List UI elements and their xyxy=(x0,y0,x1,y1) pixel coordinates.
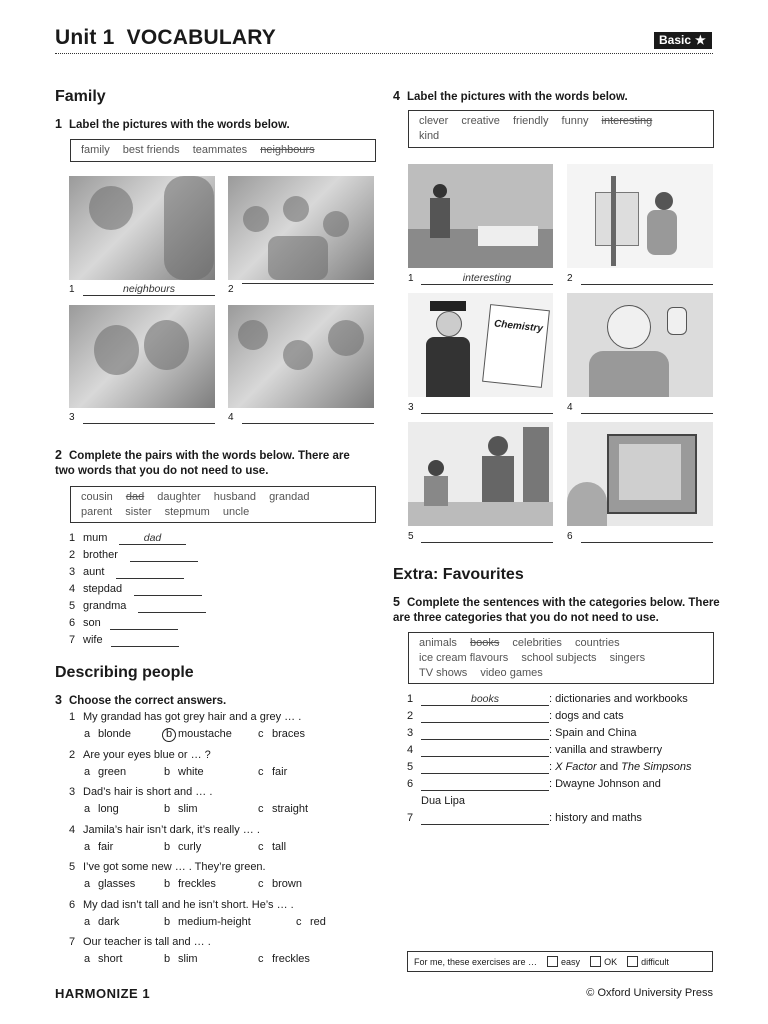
ex3-instruction: 3 Choose the correct answers. xyxy=(55,693,227,707)
sentence-text: : Spain and China xyxy=(549,727,637,739)
star-icon: ★ xyxy=(695,33,706,47)
ex2-word-box xyxy=(70,486,376,523)
feedback-prompt: For me, these exercises are … xyxy=(414,956,538,967)
answer-line[interactable]: interesting xyxy=(421,272,553,285)
word: friendly xyxy=(513,115,549,127)
label-number: 2 xyxy=(228,284,234,295)
illustration-funny xyxy=(567,422,713,526)
word: sister xyxy=(125,506,152,518)
unit-title xyxy=(55,26,276,50)
answer-line[interactable] xyxy=(242,283,374,284)
ex4-instruction: 4 Label the pictures with the words below. xyxy=(393,89,628,103)
checkbox-easy[interactable] xyxy=(547,956,558,967)
option-c[interactable]: c braces xyxy=(258,728,306,740)
word: animals xyxy=(419,637,457,649)
word: daughter xyxy=(157,491,201,503)
option-a[interactable]: a short xyxy=(84,953,123,965)
pair-row: 4 stepdad xyxy=(69,583,123,595)
word: clever xyxy=(419,115,449,127)
mc-question: 3 Dad’s hair is short and … . xyxy=(69,786,213,798)
mc-question: 1 My grandad has got grey hair and a grey … . xyxy=(69,711,302,723)
pair-row: 5 grandma xyxy=(69,600,127,612)
checkbox-ok[interactable] xyxy=(590,956,601,967)
word-crossed-out: books xyxy=(469,637,500,649)
word-crossed-out: neighbours xyxy=(260,144,315,156)
checkbox-label: difficult xyxy=(641,956,669,967)
option-a[interactable]: a blonde xyxy=(84,728,132,740)
answer-line[interactable] xyxy=(421,401,553,414)
chemistry-certificate-text: Chemistry xyxy=(493,318,544,335)
pair-row: 6 son xyxy=(69,617,101,629)
word: school subjects xyxy=(521,652,597,664)
option-a[interactable]: a fair xyxy=(84,841,114,853)
checkbox-difficult[interactable] xyxy=(627,956,638,967)
mc-question: 7 Our teacher is tall and … . xyxy=(69,936,211,948)
word: ice cream flavours xyxy=(419,652,509,664)
option-c[interactable]: c straight xyxy=(258,803,309,815)
publisher-footer: © Oxford University Press xyxy=(586,987,713,999)
word: singers xyxy=(609,652,646,664)
label-number: 1 xyxy=(408,273,414,284)
answer-line[interactable] xyxy=(581,401,713,414)
word: husband xyxy=(213,491,256,503)
word-crossed-out: interesting xyxy=(601,115,653,127)
answer-line[interactable] xyxy=(110,617,178,630)
answer-line[interactable] xyxy=(581,272,713,285)
sentence-text: : X Factor and The Simpsons xyxy=(549,761,692,773)
illustration-creative xyxy=(567,164,713,268)
label-number: 6 xyxy=(567,531,573,542)
answer-line[interactable] xyxy=(116,566,184,579)
mc-question: 5 I’ve got some new … . They’re green. xyxy=(69,861,266,873)
ex1-word-box xyxy=(70,139,376,162)
answer-line[interactable] xyxy=(421,761,549,774)
word-crossed-out: dad xyxy=(125,491,145,503)
answer-line[interactable] xyxy=(421,530,553,543)
word: cousin xyxy=(81,491,113,503)
section-heading-family: Family xyxy=(55,88,106,105)
level-badge xyxy=(654,32,712,49)
ex5-instruction: 5 Complete the sentences with the categories below. There are three categories that you do not need to use. xyxy=(393,595,720,624)
sentence-text: : vanilla and strawberry xyxy=(549,744,663,756)
illustration-kind xyxy=(408,422,553,526)
sentence-text: : dogs and cats xyxy=(549,710,624,722)
word: uncle xyxy=(222,506,250,518)
mc-question: 6 My dad isn’t tall and he isn’t short. He’s … . xyxy=(69,899,294,911)
answer-line[interactable] xyxy=(421,710,549,723)
level-label: Basic xyxy=(659,33,692,47)
feedback-box xyxy=(407,951,713,972)
photo-best-friends xyxy=(69,305,215,408)
option-b[interactable]: b freckles xyxy=(164,878,216,890)
selected-circle-icon: b xyxy=(162,728,176,742)
pair-row: 3 aunt xyxy=(69,566,105,578)
sentence-text: : Dwayne Johnson and xyxy=(549,778,661,790)
answer-line[interactable] xyxy=(421,778,549,791)
answer-line[interactable] xyxy=(134,583,202,596)
word: family xyxy=(81,144,110,156)
option-c[interactable]: c freckles xyxy=(258,953,310,965)
option-a[interactable]: a long xyxy=(84,803,119,815)
answer-line[interactable] xyxy=(83,411,215,424)
label-number: 4 xyxy=(567,402,573,413)
pair-row: 1 mum xyxy=(69,532,108,544)
answer-line[interactable]: neighbours xyxy=(83,283,215,296)
option-a[interactable]: a green xyxy=(84,766,127,778)
illustration-friendly xyxy=(567,293,713,397)
ex2-instruction: 2 Complete the pairs with the words below. There are two words that you do not need to use. xyxy=(55,448,350,477)
label-number: 4 xyxy=(228,412,234,423)
illustration-interesting xyxy=(408,164,553,268)
word: TV shows xyxy=(419,667,468,679)
option-b[interactable]: b white xyxy=(164,766,204,778)
label-number: 2 xyxy=(567,273,573,284)
label-number: 5 xyxy=(408,531,414,542)
word: kind xyxy=(419,130,440,142)
option-c[interactable]: c red xyxy=(296,916,326,928)
photo-teammates xyxy=(228,176,374,280)
ex1-instruction: 1 Label the pictures with the words below. xyxy=(55,117,290,131)
sentence-text: : history and maths xyxy=(549,812,642,824)
answer-line[interactable]: books xyxy=(421,693,549,706)
option-a[interactable]: a glasses xyxy=(84,878,136,890)
sentence-text-continued: Dua Lipa xyxy=(421,795,466,807)
word: countries xyxy=(574,637,620,649)
mc-question: 2 Are your eyes blue or … ? xyxy=(69,749,211,761)
label-number: 3 xyxy=(408,402,414,413)
option-b[interactable]: b slim xyxy=(164,953,198,965)
word: grandad xyxy=(269,491,310,503)
ex5-word-box xyxy=(408,632,714,684)
illustration-clever xyxy=(408,293,553,397)
pair-row: 2 brother xyxy=(69,549,118,561)
section-heading-extra: Extra: Favourites xyxy=(393,566,524,583)
word: stepmum xyxy=(164,506,210,518)
label-number: 1 xyxy=(69,284,75,295)
option-b[interactable]: b curly xyxy=(164,841,202,853)
sentence-text: : dictionaries and workbooks xyxy=(549,693,688,705)
section-heading-describing: Describing people xyxy=(55,664,194,681)
mc-question: 4 Jamila’s hair isn’t dark, it’s really … . xyxy=(69,824,260,836)
option-c[interactable]: c brown xyxy=(258,878,302,890)
option-b-selected[interactable]: b moustache xyxy=(164,728,232,742)
unit-number: Unit 1 xyxy=(55,26,115,49)
answer-line[interactable] xyxy=(421,744,549,757)
answer-line[interactable] xyxy=(421,727,549,740)
word: celebrities xyxy=(512,637,562,649)
option-a[interactable]: a dark xyxy=(84,916,120,928)
option-c[interactable]: c fair xyxy=(258,766,288,778)
answer-line[interactable] xyxy=(130,549,198,562)
word: parent xyxy=(81,506,113,518)
answer-line[interactable] xyxy=(242,411,374,424)
ex4-word-box xyxy=(408,110,714,148)
word: creative xyxy=(461,115,500,127)
checkbox-label: easy xyxy=(561,956,581,967)
photo-family xyxy=(228,305,374,408)
option-b[interactable]: b slim xyxy=(164,803,198,815)
pair-row: 7 wife xyxy=(69,634,103,646)
option-b[interactable]: b medium-height xyxy=(164,916,251,928)
answer-line[interactable] xyxy=(581,530,713,543)
header-divider xyxy=(55,53,713,54)
brand-footer: HARMONIZE 1 xyxy=(55,986,151,1001)
unit-topic: VOCABULARY xyxy=(126,26,277,49)
photo-neighbours xyxy=(69,176,215,280)
word: funny xyxy=(561,115,589,127)
answer-line[interactable]: dad xyxy=(119,532,186,545)
answer-line[interactable] xyxy=(421,812,549,825)
word: teammates xyxy=(192,144,248,156)
checkbox-label: OK xyxy=(604,956,618,967)
word: best friends xyxy=(122,144,180,156)
answer-line[interactable] xyxy=(111,634,179,647)
label-number: 3 xyxy=(69,412,75,423)
answer-line[interactable] xyxy=(138,600,206,613)
word: video games xyxy=(480,667,543,679)
option-c[interactable]: c tall xyxy=(258,841,287,853)
